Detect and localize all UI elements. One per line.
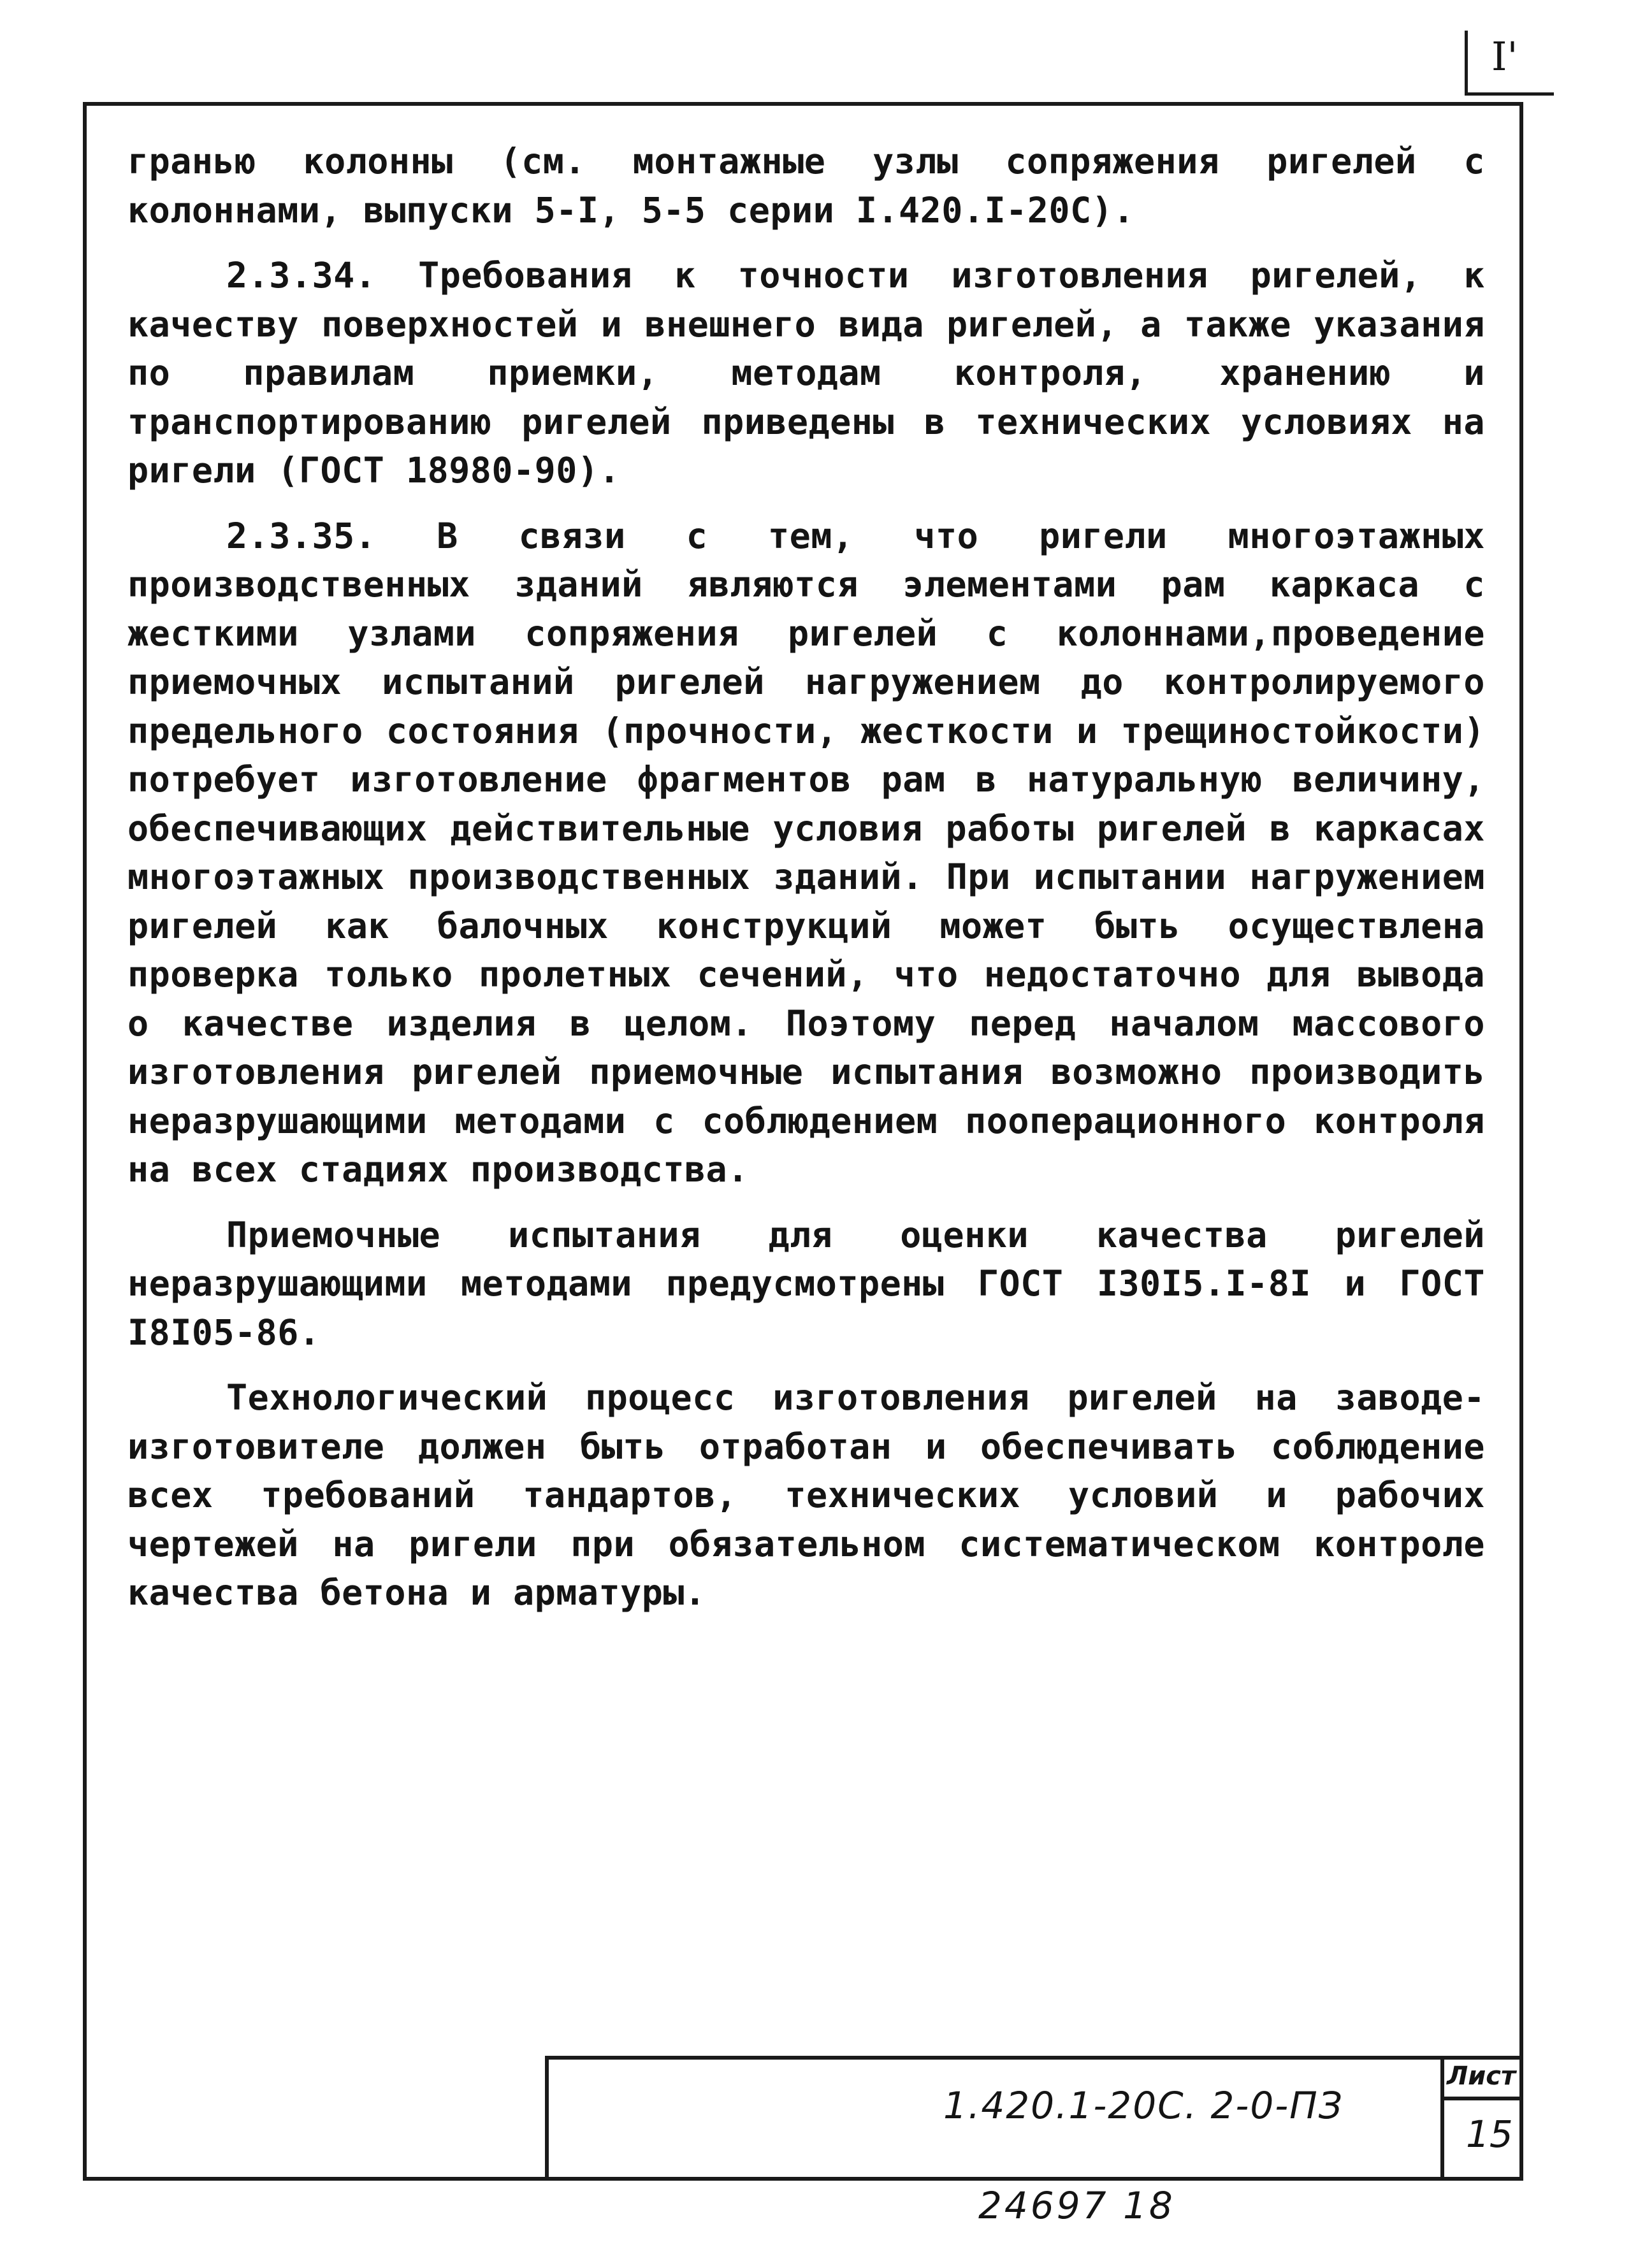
corner-mark-horizontal-line — [1465, 92, 1554, 96]
title-block-divider — [1440, 2056, 1444, 2181]
document-body — [127, 137, 1485, 1634]
corner-mark-vertical-line — [1465, 31, 1468, 94]
archive-number: 24697 18 — [978, 2184, 1175, 2227]
paragraph-2-3-34: 2.3.34. Требования к точности изготовления ригелей, к качеству поверхностей и внешнего вида ригелей, а также указания по правилам приемки, методам контроля, хранению и транспортированию ригелей приведены в технических условиях на ригели (ГОСТ 18980-90). — [127, 255, 1485, 491]
sheet-number: 15 — [1466, 2113, 1513, 2156]
paragraph-acceptance-tests: Приемочные испытания для оценки качества ригелей неразрушающими методами предусмотрены ГОСТ I30I5.I-8I и ГОСТ I8I05-86. — [127, 1214, 1485, 1353]
paragraph-technological-process: Технологический процесс изготовления ригелей на заводе-изготовителе должен быть отработан и обеспечивать соблюдение всех требований тандартов, технических условий и рабочих чертежей на ригели при обязательном систематическом контроле качества бетона и арматуры. — [127, 1377, 1485, 1613]
paragraph-2-3-35: 2.3.35. В связи с тем, что ригели многоэтажных производственных зданий являются элементами рам каркаса с жесткими узлами сопряжения ригелей с колоннами,проведение приемочных испытаний ригелей нагружением до контролируемого предельного состояния (прочности, жесткости и трещиностойкости) потребует изготовление фрагментов рам в натуральную величину, обеспечивающих действительные условия работы ригелей в каркасах многоэтажных производственных зданий. При испытании нагружением ригелей как балочных конструкций может быть осуществлена проверка только пролетных сечений, что недостаточно для вывода о качестве изделия в целом. Поэтому перед началом массового изготовления ригелей приемочные испытания возможно производить неразрушающими методами с соблюдением пооперационного контроля на всех стадиях производства. — [127, 515, 1485, 1190]
page-corner-number: I' — [1491, 33, 1518, 80]
paragraph-continuation: гранью колонны (см. монтажные узлы сопряжения ригелей с колоннами, выпуски 5-I, 5-5 серии I.420.I-20С). — [127, 141, 1485, 231]
document-code: 1.420.1-20С. 2-0-ПЗ — [943, 2084, 1344, 2127]
title-block-sheet-separator — [1440, 2097, 1523, 2100]
sheet-label: Лист — [1447, 2062, 1516, 2091]
